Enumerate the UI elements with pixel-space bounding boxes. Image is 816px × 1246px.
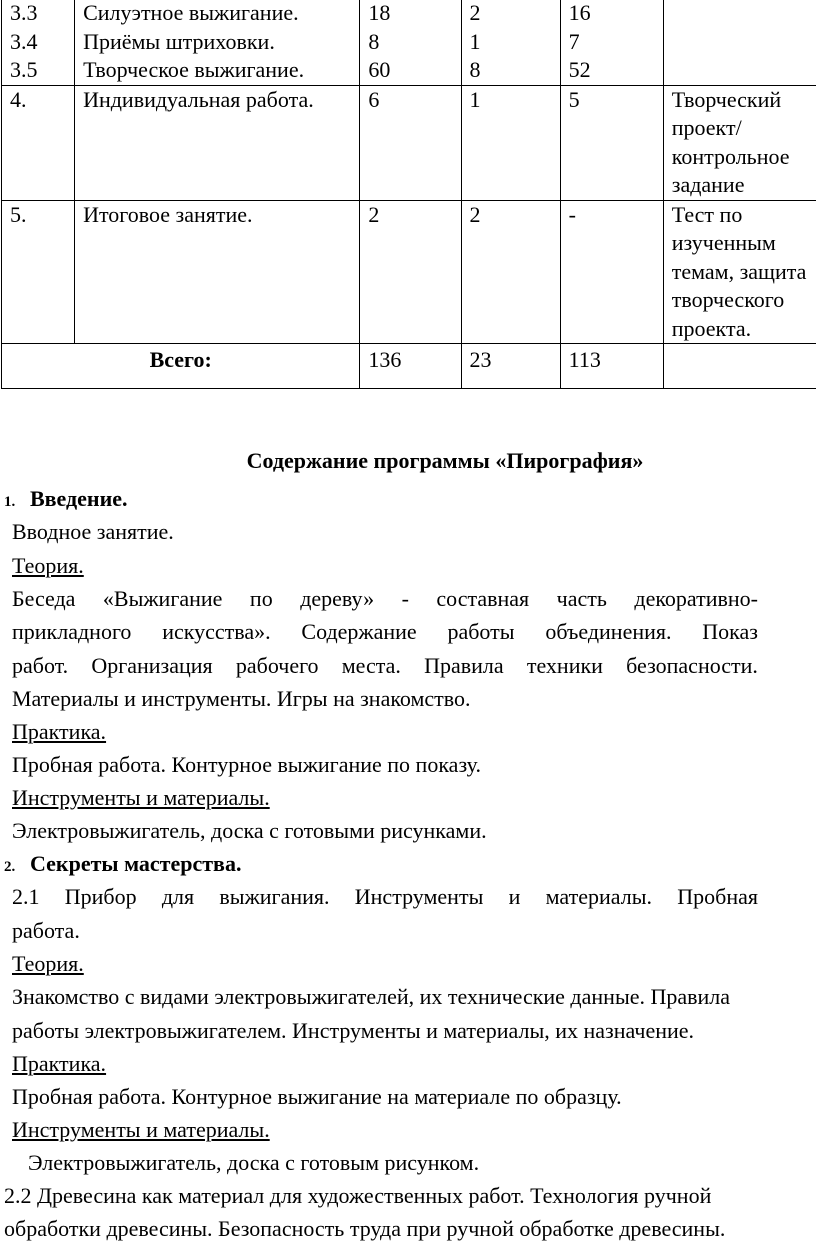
word: техники	[527, 649, 603, 683]
row-number-line: 4.	[10, 86, 66, 115]
word: дереву»	[300, 582, 374, 616]
section-2-theory-label: Теория.	[12, 947, 84, 981]
section-1-tools-label: Инструменты и материалы.	[12, 781, 270, 815]
row-control-form	[663, 85, 816, 200]
row-practice-hours-line: 52	[569, 56, 655, 85]
word: Беседа	[12, 582, 75, 616]
row-topic-line: Силуэтное выжигание.	[83, 0, 351, 28]
word: «Выжигание	[103, 582, 223, 616]
word: -	[402, 582, 409, 616]
section-1-theory-line-1	[12, 582, 758, 616]
row-theory-hours-line: 2	[470, 201, 552, 230]
section-1-theory-line-4: Материалы и инструменты. Игры на знакомство.	[12, 682, 471, 716]
word: Инструменты	[355, 880, 484, 914]
row-control-form-line: задание	[672, 171, 816, 200]
word: работы	[447, 615, 514, 649]
section-2-theory-line-1: Знакомство с видами электровыжигателей, их технические данные. Правила	[12, 980, 730, 1014]
word: составная	[436, 582, 529, 616]
row-control-form-line: изученным	[672, 229, 816, 258]
row-practice-hours-line: 16	[569, 0, 655, 28]
word: часть	[557, 582, 607, 616]
word: Прибор	[65, 880, 137, 914]
section-2-number: 2.	[4, 850, 30, 884]
row-topic-line: Приёмы штриховки.	[83, 28, 351, 57]
row-theory-hours-line: 1	[470, 28, 552, 57]
table-row	[2, 200, 816, 344]
program-plan-table	[1, 0, 816, 389]
row-practice-hours-line: -	[569, 201, 655, 230]
section-2-sub2-line-2: обработки древесины. Безопасность труда при ручной обработке древесины.	[4, 1212, 725, 1246]
word: выжигания.	[219, 880, 329, 914]
word: материалы.	[546, 880, 652, 914]
row-theory-hours	[461, 85, 560, 200]
section-1-number: 1.	[4, 485, 30, 519]
section-2-theory-line-2: работы электровыжигателем. Инструменты и материалы, их назначение.	[12, 1014, 694, 1048]
table-row	[2, 0, 816, 85]
word: декоративно-	[634, 582, 758, 616]
row-control-form-line: темам, защита	[672, 258, 816, 287]
row-control-form-line: контрольное	[672, 143, 816, 172]
word: Содержание	[301, 615, 416, 649]
row-total-hours-line: 6	[368, 86, 452, 115]
section-2-title: Секреты мастерства.	[30, 851, 241, 876]
word: прикладного	[12, 615, 131, 649]
word: Правила	[424, 649, 504, 683]
row-practice-hours-line: 5	[569, 86, 655, 115]
section-2-heading	[4, 847, 241, 884]
section-1-practice-label: Практика.	[12, 715, 106, 749]
row-theory-hours-line: 2	[470, 0, 552, 28]
row-theory-hours-line: 1	[470, 86, 552, 115]
row-topic	[75, 200, 360, 344]
row-practice-hours	[560, 0, 663, 85]
section-2-tools-text: Электровыжигатель, доска с готовым рисунком.	[28, 1146, 479, 1180]
section-1-tools-text: Электровыжигатель, доска с готовыми рисунками.	[12, 814, 487, 848]
row-theory-hours	[461, 0, 560, 85]
section-2-practice-text: Пробная работа. Контурное выжигание на материале по образцу.	[12, 1080, 622, 1114]
row-total-hours	[360, 200, 461, 344]
section-1-theory-line-2	[12, 615, 758, 649]
word: и	[509, 880, 521, 914]
word: Организация	[91, 649, 212, 683]
row-total-hours	[360, 0, 461, 85]
section-1-intro: Вводное занятие.	[12, 515, 174, 549]
row-topic-line: Творческое выжигание.	[83, 56, 351, 85]
row-topic-line: Индивидуальная работа.	[83, 86, 351, 115]
word: безопасности.	[626, 649, 758, 683]
total-hours: 136	[360, 344, 461, 389]
row-total-hours-line: 60	[368, 56, 452, 85]
word: места.	[342, 649, 401, 683]
word: объединения.	[545, 615, 671, 649]
row-number-line: 3.4	[10, 28, 66, 57]
word: Пробная	[677, 880, 758, 914]
word: рабочего	[236, 649, 319, 683]
table-total-row	[2, 344, 816, 389]
row-theory-hours-line: 8	[470, 56, 552, 85]
row-number	[2, 200, 75, 344]
content-title: Содержание программы «Пирография»	[0, 448, 816, 474]
row-number	[2, 0, 75, 85]
row-topic	[75, 85, 360, 200]
section-2-practice-label: Практика.	[12, 1047, 106, 1081]
row-number-line: 3.5	[10, 56, 66, 85]
row-control-form-line: проект/	[672, 114, 816, 143]
total-theory-hours: 23	[461, 344, 560, 389]
row-practice-hours	[560, 200, 663, 344]
total-label: Всего:	[2, 344, 360, 389]
section-1-heading	[4, 482, 128, 519]
word: работ.	[12, 649, 68, 683]
row-control-form-line: Творческий	[672, 86, 816, 115]
row-number	[2, 85, 75, 200]
row-control-form-line: проекта.	[672, 315, 816, 344]
word: Показ	[702, 615, 758, 649]
row-practice-hours-line: 7	[569, 28, 655, 57]
row-topic	[75, 0, 360, 85]
row-number-line: 5.	[10, 201, 66, 230]
table-row	[2, 85, 816, 200]
row-control-form-line: Тест по	[672, 201, 816, 230]
section-1-theory-line-3	[12, 649, 758, 683]
section-1-theory-label: Теория.	[12, 549, 84, 583]
row-total-hours-line: 8	[368, 28, 452, 57]
section-1-practice-text: Пробная работа. Контурное выжигание по показу.	[12, 748, 481, 782]
word: для	[162, 880, 194, 914]
word: 2.1	[12, 880, 40, 914]
row-practice-hours	[560, 85, 663, 200]
row-control-form-line: творческого	[672, 286, 816, 315]
row-total-hours	[360, 85, 461, 200]
row-control-form	[663, 200, 816, 344]
section-2-sub2-line-1: 2.2 Древесина как материал для художественных работ. Технология ручной	[4, 1179, 711, 1213]
total-control-form	[663, 344, 816, 389]
section-2-sub1-line-2: работа.	[12, 914, 80, 948]
section-2-tools-label: Инструменты и материалы.	[12, 1113, 270, 1147]
word: искусства».	[162, 615, 270, 649]
row-control-form	[663, 0, 816, 85]
row-theory-hours	[461, 200, 560, 344]
section-2-sub1-line-1	[12, 880, 758, 914]
row-topic-line: Итоговое занятие.	[83, 201, 351, 230]
row-total-hours-line: 18	[368, 0, 452, 28]
row-total-hours-line: 2	[368, 201, 452, 230]
row-number-line: 3.3	[10, 0, 66, 28]
total-practice-hours: 113	[560, 344, 663, 389]
word: по	[250, 582, 273, 616]
section-1-title: Введение.	[30, 486, 128, 511]
